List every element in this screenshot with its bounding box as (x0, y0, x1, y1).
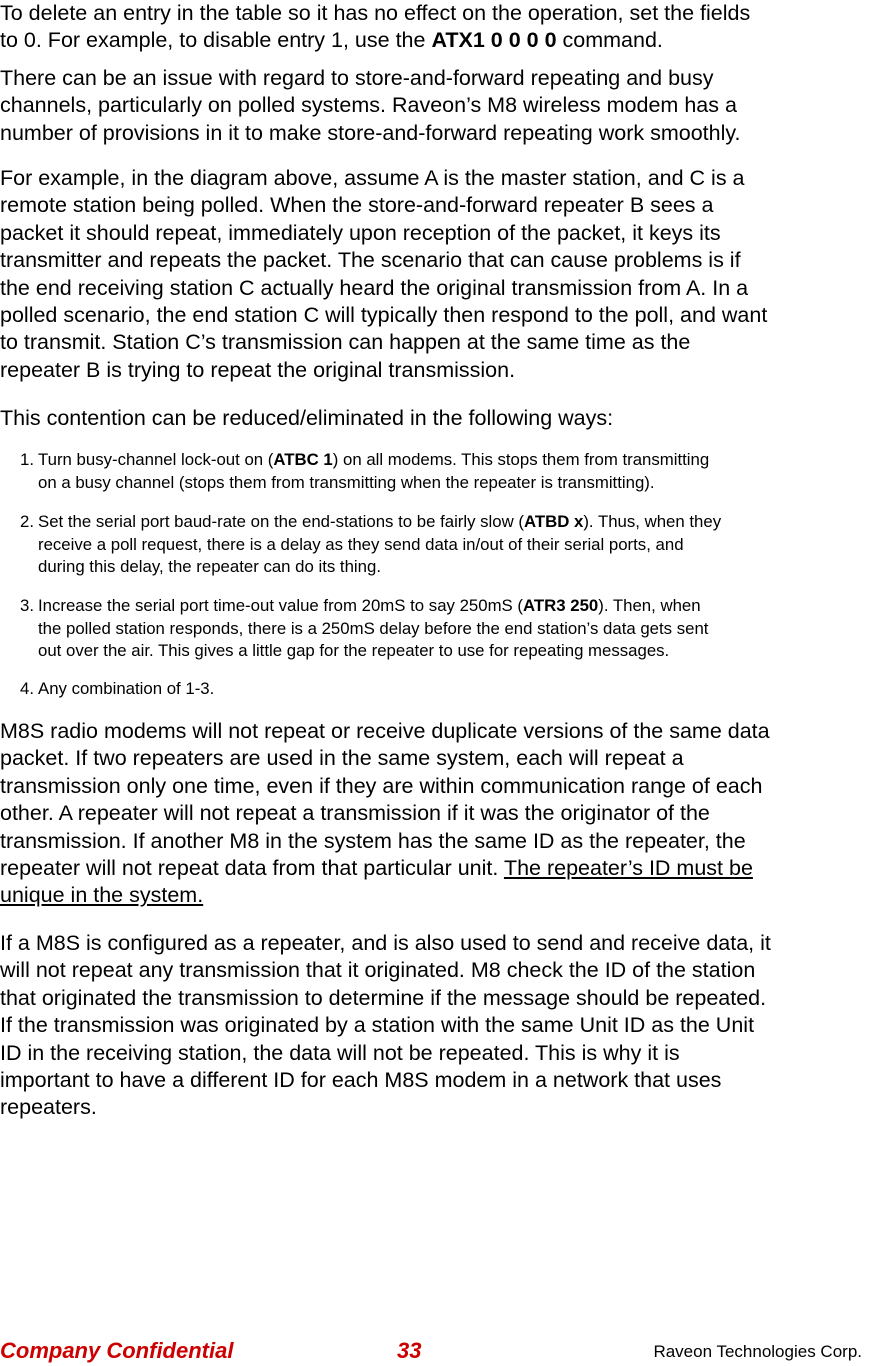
text-line: remote station being polled. When the store-and-forward repeater B sees a (0, 193, 714, 218)
text-line: to 0. For example, to disable entry 1, use the ATX1 0 0 0 0 command. (0, 28, 663, 53)
text-line: For example, in the diagram above, assume A is the master station, and C is a (0, 166, 745, 190)
list-number: 3. (20, 596, 34, 615)
text-line: will not repeat any transmission that it originated. M8 check the ID of the station (0, 958, 756, 983)
paragraph-duplicate-repeat (0, 718, 896, 910)
text-line (0, 882, 896, 909)
list-text: Turn busy-channel lock-out on (ATBC 1) on all modems. This stops them from transmitting on a busy channel (stops them from transmitting when the repeater is transmitting). (38, 450, 710, 492)
paragraph-contention-intro (0, 405, 896, 432)
text-line: There can be an issue with regard to store-and-forward repeating and busy (0, 66, 714, 90)
text-line: M8S radio modems will not repeat or receive duplicate versions of the same data (0, 719, 770, 743)
list-number: 2. (20, 512, 34, 531)
text-line: If the transmission was originated by a station with the same Unit ID as the Unit (0, 1013, 755, 1038)
text-line: to transmit. Station C’s transmission can happen at the same time as the (0, 330, 691, 355)
list-number: 4. (20, 679, 34, 698)
text-line: To delete an entry in the table so it has no effect on the operation, set the fields (0, 1, 751, 25)
underlined-note: The repeater’s ID must be (503, 855, 753, 880)
list-text: Any combination of 1-3. (38, 679, 215, 698)
text-line: channels, particularly on polled systems. Raveon’s M8 wireless modem has a (0, 93, 737, 118)
paragraph-table-delete (0, 0, 896, 55)
text-line: packet. If two repeaters are used in the same system, each will repeat a (0, 746, 684, 771)
paragraph-store-forward-issue (0, 65, 896, 147)
text-line: important to have a different ID for each M8S modem in a network that uses (0, 1067, 722, 1092)
list-text: Increase the serial port time-out value from 20mS to say 250mS (ATR3 250). Then, when the polled station responds, there is a 250mS delay before the end station’s data gets sent out over the air. This gives a little gap for the repeater to use for repeating messages. (38, 596, 709, 661)
text-line: repeater will not repeat data from that particular unit. The repeater’s ID must be (0, 855, 753, 880)
footer-confidential: Company Confidential (0, 1338, 234, 1363)
footer-company: Raveon Technologies Corp. (653, 1342, 862, 1361)
command-atbd: ATBD x (523, 512, 584, 531)
text-line: transmission only one time, even if they are within communication range of each (0, 773, 763, 798)
text-line: transmission. If another M8 in the system has the same ID as the repeater, the (0, 828, 746, 853)
command-atbc: ATBC 1 (273, 450, 333, 469)
text-line: packet it should repeat, immediately upon reception of the packet, it keys its (0, 220, 721, 245)
command-atx1: ATX1 0 0 0 0 (431, 28, 557, 53)
text-line: repeater B is trying to repeat the original transmission. (0, 357, 516, 382)
text-line: polled scenario, the end station C will typically then respond to the poll, and want (0, 302, 768, 327)
text-line: If a M8S is configured as a repeater, and is also used to send and receive data, it (0, 931, 771, 955)
list-number: 1. (20, 450, 34, 469)
text-line: ID in the receiving station, the data will not be repeated. This is why it is (0, 1040, 680, 1065)
text-line: number of provisions in it to make store-and-forward repeating work smoothly. (0, 120, 741, 145)
text-line: that originated the transmission to determine if the message should be repeated. (0, 985, 767, 1010)
text-line: repeaters. (0, 1095, 97, 1120)
text-line: the end receiving station C actually heard the original transmission from A. In a (0, 275, 749, 300)
underlined-note: unique in the system. (0, 883, 204, 908)
page-number: 33 (397, 1338, 422, 1363)
paragraph-example-scenario (0, 165, 896, 384)
page-footer (0, 1338, 896, 1366)
list-text: Set the serial port baud-rate on the end-stations to be fairly slow (ATBD x). Thus, when they receive a poll request, there is a delay as they send data in/out of their serial ports, and during this delay, the repeater can do its thing. (38, 512, 722, 577)
paragraph-repeater-id (0, 930, 896, 1122)
command-atr3: ATR3 250 (523, 596, 599, 615)
text-line: other. A repeater will not repeat a transmission if it was the originator of the (0, 801, 710, 826)
text-line: transmitter and repeats the packet. The scenario that can cause problems is if (0, 248, 741, 273)
text-line: This contention can be reduced/eliminated in the following ways: (0, 406, 614, 430)
